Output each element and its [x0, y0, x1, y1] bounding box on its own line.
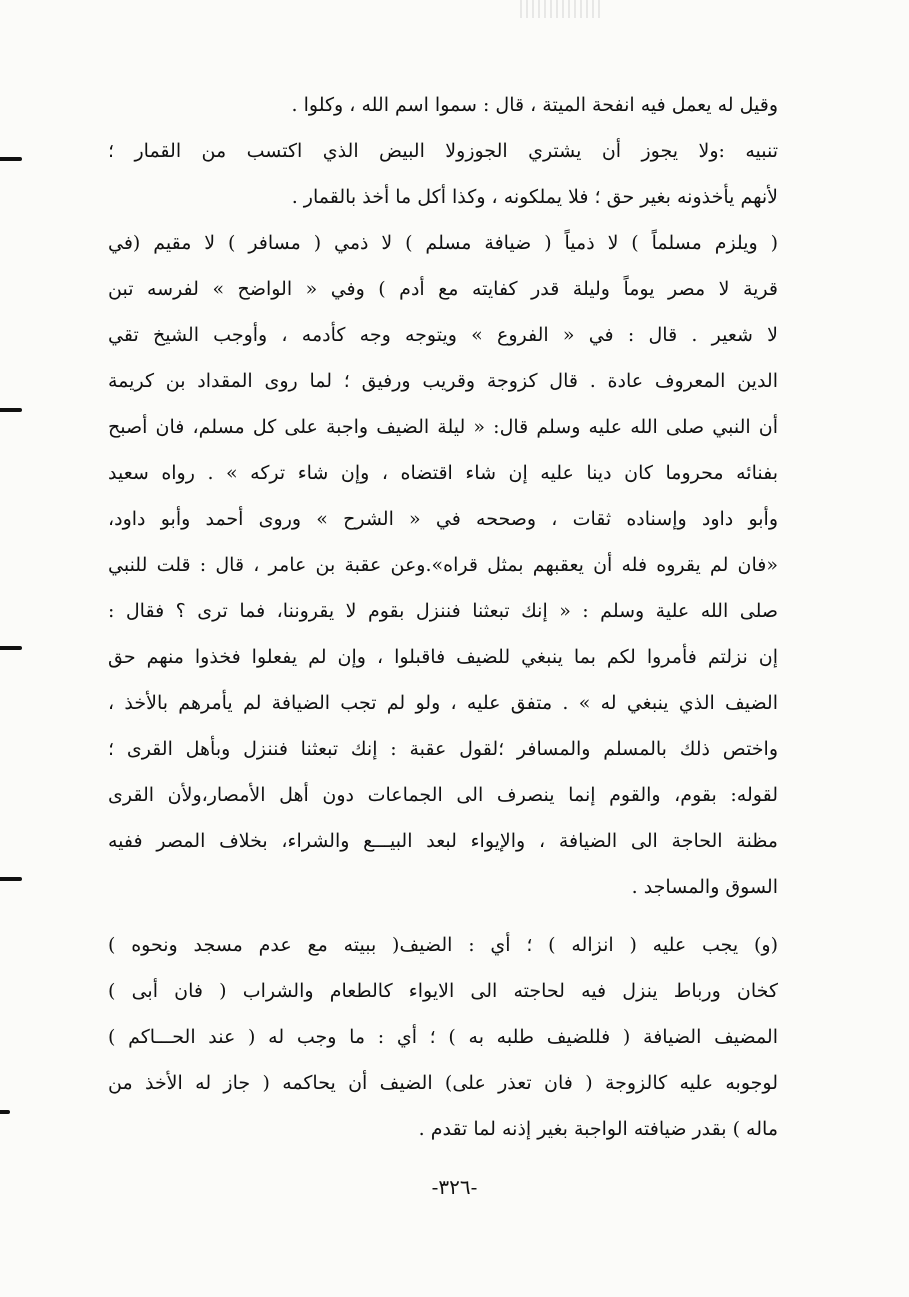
- scan-speck: [520, 0, 600, 18]
- text-line: المضيف الضيافة ( فللضيف طلبه به ) ؛ أي : ما وجب له ( عند الحـــاكم ): [108, 1026, 778, 1048]
- margin-mark: [0, 646, 22, 650]
- margin-mark: [0, 408, 22, 412]
- text-line: ( ويلزم مسلماً ) لا ذمياً ( ضيافة مسلم ) لا ذمي ( مسافر ) لا مقيم (في: [108, 232, 778, 254]
- text-line: أن النبي صلى الله عليه وسلم قال: « ليلة الضيف واجبة على كل مسلم، فان أصبح: [108, 416, 778, 438]
- text-line: لا شعير . قال : في « الفروع » ويتوجه وجه كأدمه ، وأوجب الشيخ تقي: [108, 324, 778, 346]
- text-line: بفنائه محروما كان دينا عليه إن شاء اقتضاه ، وإن شاء تركه » . رواه سعيد: [108, 462, 778, 484]
- text-line: وأبو داود وإسناده ثقات ، وصححه في « الشرح » وروى أحمد وأبو داود،: [108, 508, 778, 530]
- margin-mark: [0, 877, 22, 881]
- text-line: لقوله: بقوم، والقوم إنما ينصرف الى الجماعات دون أهل الأمصار،ولأن القرى: [108, 784, 778, 806]
- page-body: [108, 82, 778, 1152]
- text-line: وقيل له يعمل فيه انفحة الميتة ، قال : سموا اسم الله ، وكلوا .: [291, 94, 778, 116]
- text-line: «فان لم يقروه فله أن يعقبهم بمثل قراه».وعن عقبة بن عامر ، قال : قلت للنبي: [108, 554, 778, 576]
- text-line: ماله ) بقدر ضيافته الواجبة بغير إذنه لما تقدم .: [418, 1118, 778, 1140]
- text-line: الضيف الذي ينبغي له » . متفق عليه ، ولو لم تجب الضيافة لم يأمرهم بالأخذ ،: [108, 692, 778, 714]
- text-line: لأنهم يأخذونه بغير حق ؛ فلا يملكونه ، وكذا أكل ما أخذ بالقمار .: [291, 186, 778, 208]
- text-line: مظنة الحاجة الى الضيافة ، والإيواء لبعد البيـــع والشراء، بخلاف المصر ففيه: [108, 830, 778, 852]
- text-line: (و) يجب عليه ( انزاله ) ؛ أي : الضيف( ببيته مع عدم مسجد ونحوه ): [108, 934, 778, 956]
- page-number: -٣٢٦-: [431, 1175, 478, 1199]
- text-line: إن نزلتم فأمروا لكم بما ينبغي للضيف فاقبلوا ، وإن لم يفعلوا فخذوا منهم حق: [108, 646, 778, 668]
- text-line: السوق والمساجد .: [631, 876, 778, 898]
- text-line: واختص ذلك بالمسلم والمسافر ؛لقول عقبة : إنك تبعثنا فننزل وبأهل القرى ؛: [108, 738, 778, 760]
- text-line: الدين المعروف عادة . قال كزوجة وقريب ورفيق ؛ لما روى المقداد بن كريمة: [108, 370, 778, 392]
- text-line: صلى الله علية وسلم : « إنك تبعثنا فننزل بقوم لا يقروننا، فما ترى ؟ فقال :: [108, 600, 778, 622]
- text-line: كخان ورباط ينزل فيه لحاجته الى الايواء كالطعام والشراب ( فان أبى ): [108, 980, 778, 1002]
- text-line: قرية لا مصر يوماً وليلة قدر كفايته مع أدم ) وفي « الواضح » لفرسه تبن: [108, 278, 778, 300]
- text-line: تنبيه :ولا يجوز أن يشتري الجوزولا البيض الذي اكتسب من القمار ؛: [108, 140, 778, 162]
- margin-mark: [0, 1110, 10, 1114]
- text-line: لوجوبه عليه كالزوجة ( فان تعذر على) الضيف أن يحاكمه ( جاز له الأخذ من: [108, 1072, 778, 1094]
- margin-mark: [0, 157, 22, 161]
